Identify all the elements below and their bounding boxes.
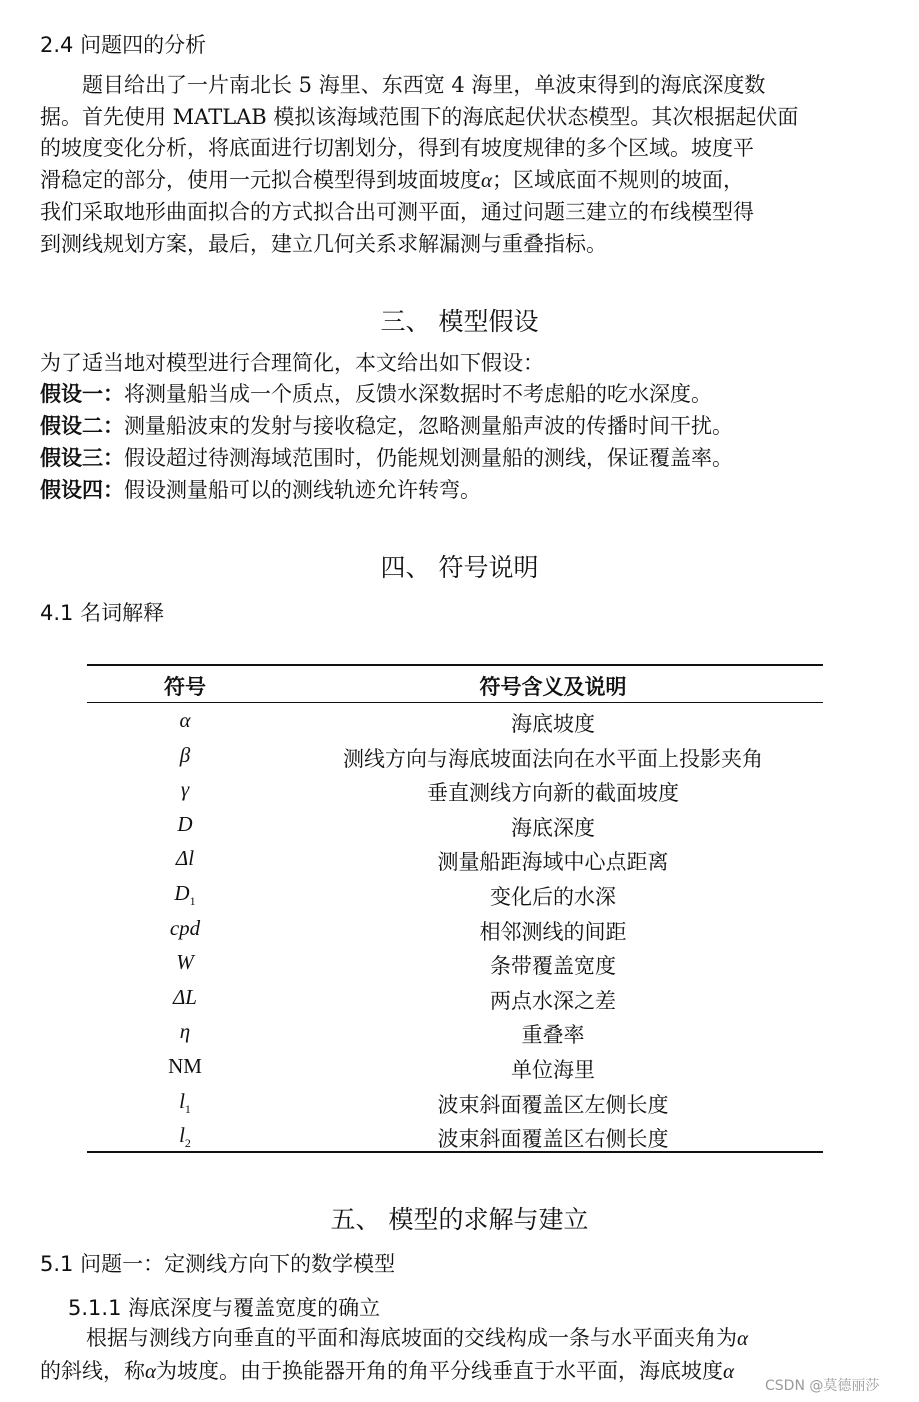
symbol-cell [87, 777, 283, 802]
description-cell: 重叠率 [521, 1023, 585, 1048]
symbol-main: cpd [169, 915, 201, 940]
section-5-1-1-heading: 5.1.1 海底深度与覆盖宽度的确立 [68, 1296, 381, 1320]
table-bottom-rule [87, 1151, 823, 1153]
table-row [87, 981, 823, 1015]
description-cell: 两点水深之差 [490, 988, 616, 1013]
para-line-3: 的坡度变化分析，将底面进行切割划分，得到有坡度规律的多个区域。坡度平 [40, 136, 754, 160]
para-line-5: 我们采取地形曲面拟合的方式拟合出可测平面，通过问题三建立的布线模型得 [40, 200, 754, 224]
symbol-main: W [176, 950, 194, 975]
symbol-main: NM [168, 1054, 202, 1078]
symbol-cell [87, 985, 283, 1010]
sec5-line-2b: 为坡度。由于换能器开角的角平分线垂直于水平面，海底坡度 [156, 1359, 724, 1383]
alpha-symbol: α [145, 1359, 157, 1383]
assumption-3 [40, 442, 733, 472]
alpha-symbol: α [723, 1359, 735, 1383]
symbol-cell [87, 1123, 283, 1151]
symbol-main: D [174, 881, 190, 905]
table-row [87, 912, 823, 946]
assumption-3-text: 假设超过待测海域范围时，仍能规划测量船的测线，保证覆盖率。 [124, 446, 733, 470]
description-cell: 相邻测线的间距 [479, 919, 627, 944]
table-row [87, 877, 823, 911]
table-row [87, 1015, 823, 1049]
alpha-symbol: α [737, 1326, 749, 1350]
description-cell: 测线方向与海底坡面法向在水平面上投影夹角 [343, 746, 763, 771]
description-cell: 变化后的水深 [490, 885, 616, 909]
sec5-line-2a: 的斜线，称 [40, 1359, 145, 1383]
para-line-1: 题目给出了一片南北长 5 海里、东西宽 4 海里，单波束得到的海底深度数 [82, 73, 766, 97]
symbol-main: D [177, 811, 193, 836]
para-line-4 [40, 164, 744, 194]
table-header-row [87, 667, 823, 701]
symbol-cell [87, 1089, 283, 1117]
section-4-title: 四、 符号说明 [380, 553, 539, 582]
table-row [87, 1085, 823, 1119]
section-2-4-heading: 2.4 问题四的分析 [40, 33, 207, 57]
assumption-4 [40, 474, 481, 504]
section-3-title: 三、 模型假设 [380, 307, 539, 336]
description-cell: 垂直测线方向新的截面坡度 [427, 781, 679, 806]
symbol-main: l [179, 1123, 185, 1148]
assumption-4-text: 假设测量船可以的测线轨迹允许转弯。 [124, 478, 481, 502]
header-symbol: 符号 [164, 675, 206, 699]
assumption-1 [40, 378, 712, 408]
symbol-cell [87, 1054, 283, 1079]
header-meaning: 符号含义及说明 [479, 675, 627, 699]
symbol-main: Δl [175, 846, 195, 871]
alpha-symbol: α [481, 168, 493, 192]
table-row [87, 773, 823, 807]
assumption-2 [40, 410, 733, 440]
description-cell: 海底深度 [511, 815, 595, 840]
description-cell: 海底坡度 [511, 712, 595, 736]
csdn-watermark: CSDN @莫德丽莎 [765, 1378, 880, 1394]
symbol-cell [87, 743, 283, 768]
section-5-1-heading: 5.1 问题一：定测线方向下的数学模型 [40, 1252, 396, 1276]
symbol-cell [87, 950, 283, 975]
assumption-1-text: 将测量船当成一个质点，反馈水深数据时不考虑船的吃水深度。 [124, 382, 712, 406]
table-row [87, 808, 823, 842]
description-cell: 条带覆盖宽度 [490, 954, 616, 979]
table-row [87, 1050, 823, 1084]
symbol-cell [87, 1019, 283, 1044]
symbol-cell [87, 708, 283, 733]
symbol-main: γ [180, 777, 190, 802]
symbol-subscript: 1 [189, 894, 196, 909]
table-row [87, 946, 823, 980]
symbol-main: β [179, 742, 191, 767]
symbol-main: l [179, 1088, 185, 1113]
table-top-rule [87, 664, 823, 666]
assumption-intro: 为了适当地对模型进行合理简化，本文给出如下假设： [40, 351, 544, 375]
description-cell: 波束斜面覆盖区右侧长度 [437, 1127, 669, 1152]
table-row [87, 739, 823, 773]
assumption-2-text: 测量船波束的发射与接收稳定，忽略测量船声波的传播时间干扰。 [124, 414, 733, 438]
symbol-cell [87, 916, 283, 941]
assumption-1-label: 假设一： [40, 381, 124, 406]
para-line-6: 到测线规划方案，最后，建立几何关系求解漏测与重叠指标。 [40, 232, 607, 256]
description-cell: 单位海里 [511, 1058, 595, 1082]
table-row [87, 1119, 823, 1153]
para-line-4-tail: ；区域底面不规则的坡面， [492, 168, 745, 192]
symbol-main: α [179, 708, 191, 732]
section-4-1-heading: 4.1 名词解释 [40, 601, 165, 625]
symbol-cell [87, 881, 283, 909]
section-5-title: 五、 模型的求解与建立 [330, 1205, 589, 1234]
para-line-2: 据。首先使用 MATLAB 模拟该海域范围下的海底起伏状态模型。其次根据起伏面 [40, 105, 799, 129]
assumption-4-label: 假设四： [40, 477, 124, 502]
symbol-cell [87, 846, 283, 871]
sec5-line-1-text: 根据与测线方向垂直的平面和海底坡面的交线构成一条与水平面夹角为 [86, 1326, 737, 1350]
sec5-line-2 [40, 1355, 734, 1385]
assumption-2-label: 假设二： [40, 413, 124, 438]
symbol-cell [87, 812, 283, 837]
table-header-rule [87, 702, 823, 703]
symbol-main: η [179, 1019, 191, 1044]
symbol-main: ΔL [172, 984, 197, 1009]
para-line-4-text: 滑稳定的部分，使用一元拟合模型得到坡面坡度 [40, 168, 481, 192]
table-row [87, 704, 823, 738]
symbol-subscript: 2 [184, 1136, 191, 1151]
assumption-3-label: 假设三： [40, 445, 124, 470]
symbol-subscript: 1 [184, 1101, 191, 1116]
description-cell: 测量船距海域中心点距离 [437, 850, 669, 875]
table-row [87, 842, 823, 876]
sec5-line-1 [86, 1322, 748, 1352]
description-cell: 波束斜面覆盖区左侧长度 [437, 1092, 669, 1117]
